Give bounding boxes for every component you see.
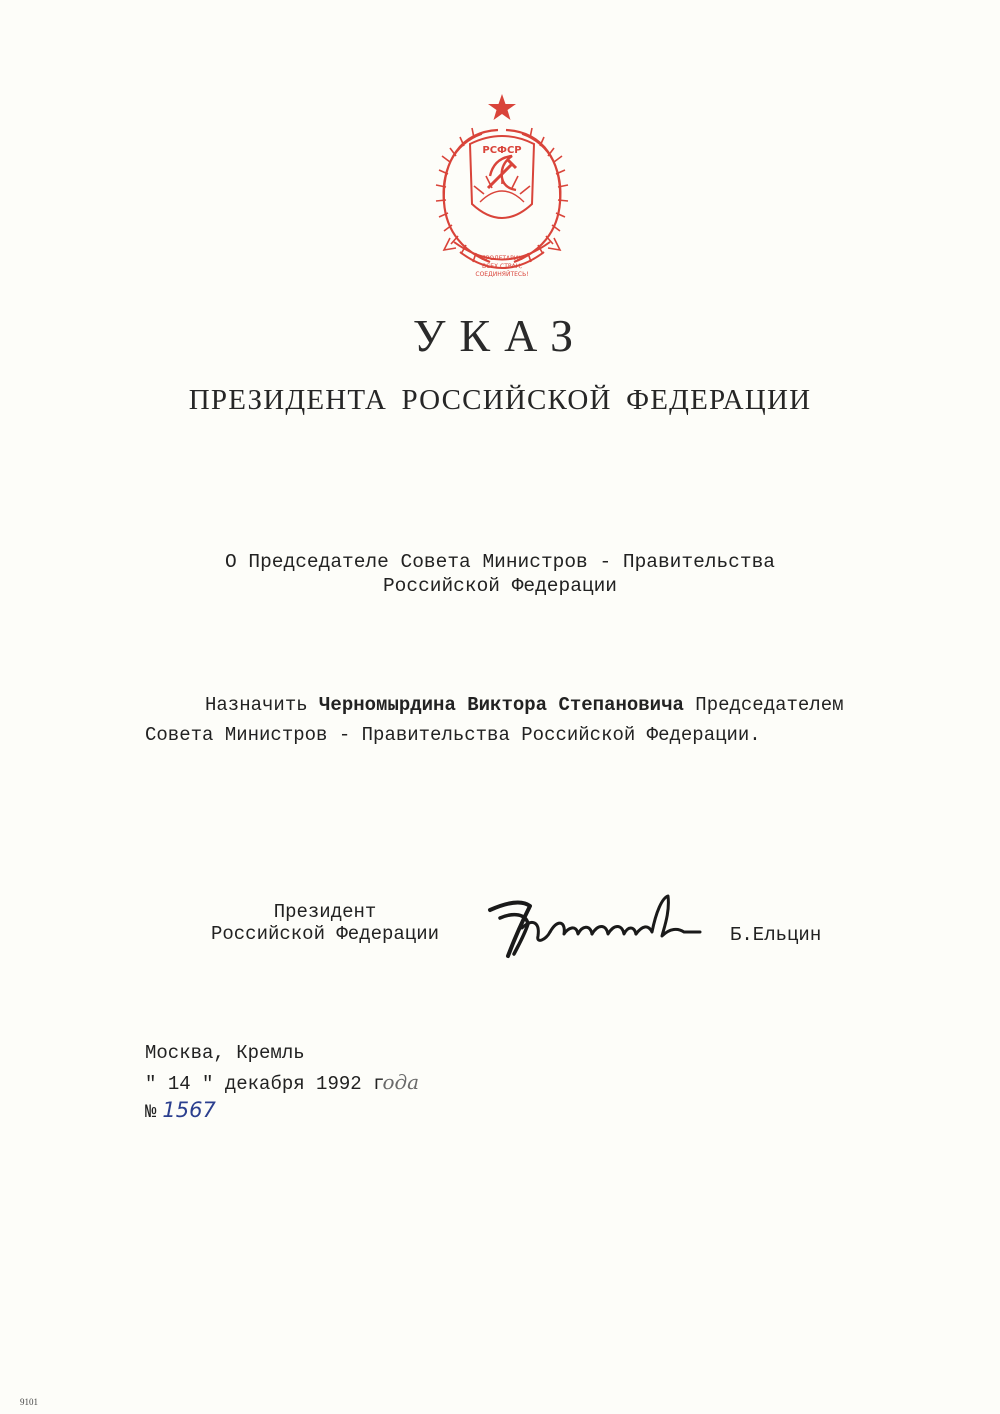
subject-line: Российской Федерации	[382, 575, 618, 597]
date-day: 14	[167, 1073, 191, 1095]
decree-subject	[0, 550, 1000, 598]
svg-text:ВСЕХ СТРАН,: ВСЕХ СТРАН,	[481, 263, 523, 270]
subject-line: О Председателе Совета Министров - Правительства	[225, 551, 775, 573]
body-text-start: Назначить	[205, 694, 320, 716]
body-line: Совета Министров - Правительства Российской Федерации.	[145, 724, 761, 746]
decree-title: УКАЗ	[412, 310, 588, 361]
svg-text:ПРОЛЕТАРИИ: ПРОЛЕТАРИИ	[481, 255, 523, 262]
position-line: Президент	[273, 901, 377, 923]
number-label: №	[145, 1101, 157, 1123]
emblem-icon	[420, 92, 584, 282]
svg-text:СОЕДИНЯЙТЕСЬ!: СОЕДИНЯЙТЕСЬ!	[475, 271, 529, 278]
date-quote-close: "	[190, 1073, 214, 1095]
appointee-name: Черномырдина Виктора Степановича	[319, 694, 684, 716]
date-handwritten-suffix: ода	[382, 1070, 420, 1094]
number-handwritten: 1567	[162, 1098, 216, 1122]
date-quote-open: "	[145, 1073, 168, 1095]
form-code: 9101	[20, 1397, 38, 1407]
handwritten-signature	[478, 888, 708, 963]
position-line: Российской Федерации	[210, 923, 440, 945]
date-month-year: декабря 1992 г	[213, 1073, 385, 1095]
svg-text:РСФСР: РСФСР	[482, 145, 522, 156]
decree-date	[145, 1069, 419, 1097]
decree-subtitle: ПРЕЗИДЕНТА РОССИЙСКОЙ ФЕДЕРАЦИИ	[188, 384, 812, 416]
signer-name: Б.Ельцин	[730, 924, 822, 946]
body-line	[145, 690, 905, 720]
decree-body	[145, 690, 905, 750]
signatory-position	[200, 901, 450, 945]
decree-number	[145, 1097, 216, 1125]
body-text-end: Председателем	[683, 694, 844, 716]
place-of-signing: Москва, Кремль	[145, 1042, 305, 1064]
